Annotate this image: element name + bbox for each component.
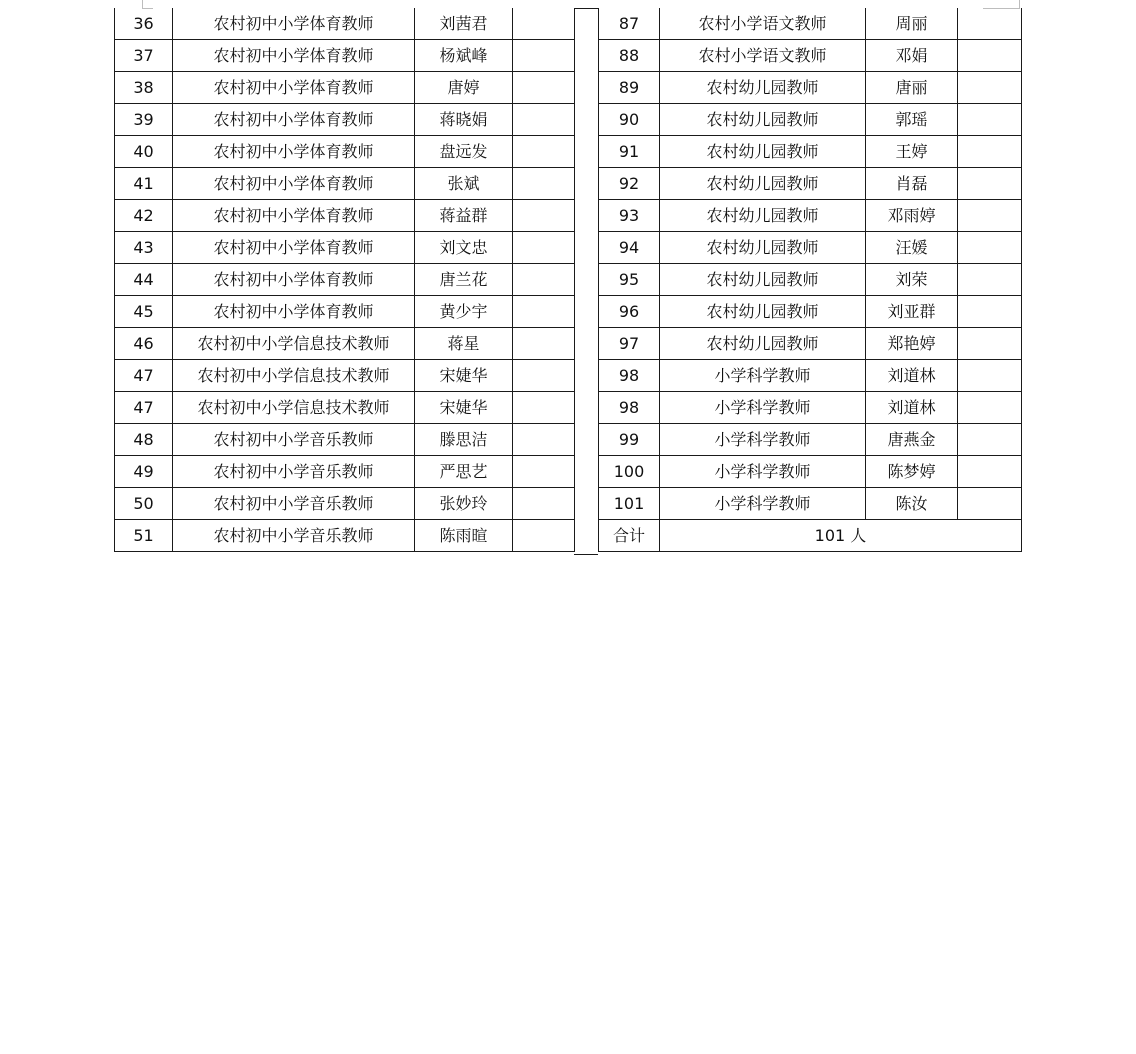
- position-cell: 农村初中小学体育教师: [173, 264, 415, 296]
- name-cell: 邓娟: [866, 40, 958, 72]
- note-cell: [958, 168, 1022, 200]
- name-cell: 陈梦婷: [866, 456, 958, 488]
- position-cell: 农村初中小学体育教师: [173, 296, 415, 328]
- position-cell: 农村初中小学体育教师: [173, 40, 415, 72]
- row-number: 44: [115, 264, 173, 296]
- position-cell: 农村幼儿园教师: [660, 264, 866, 296]
- name-cell: 刘道林: [866, 360, 958, 392]
- table-row: [115, 296, 575, 328]
- note-cell: [513, 360, 575, 392]
- row-number: 93: [599, 200, 660, 232]
- note-cell: [958, 424, 1022, 456]
- note-cell: [958, 328, 1022, 360]
- table-row: [599, 200, 1022, 232]
- note-cell: [958, 8, 1022, 40]
- name-cell: 杨斌峰: [415, 40, 513, 72]
- note-cell: [513, 232, 575, 264]
- row-number: 98: [599, 360, 660, 392]
- table-row: [115, 40, 575, 72]
- row-number: 90: [599, 104, 660, 136]
- row-number: 38: [115, 72, 173, 104]
- row-number: 96: [599, 296, 660, 328]
- note-cell: [513, 168, 575, 200]
- row-number: 50: [115, 488, 173, 520]
- position-cell: 农村初中小学音乐教师: [173, 456, 415, 488]
- name-cell: 滕思洁: [415, 424, 513, 456]
- note-cell: [958, 136, 1022, 168]
- name-cell: 唐婷: [415, 72, 513, 104]
- row-number: 95: [599, 264, 660, 296]
- name-cell: 刘文忠: [415, 232, 513, 264]
- note-cell: [513, 72, 575, 104]
- position-cell: 农村幼儿园教师: [660, 72, 866, 104]
- name-cell: 唐丽: [866, 72, 958, 104]
- position-cell: 农村初中小学体育教师: [173, 104, 415, 136]
- table-row: [115, 264, 575, 296]
- note-cell: [958, 392, 1022, 424]
- table-row: [599, 232, 1022, 264]
- table-row: [599, 488, 1022, 520]
- note-cell: [513, 456, 575, 488]
- position-cell: 农村初中小学体育教师: [173, 8, 415, 40]
- note-cell: [513, 104, 575, 136]
- row-number: 45: [115, 296, 173, 328]
- total-row: [599, 520, 1022, 552]
- note-cell: [958, 200, 1022, 232]
- table-row: [599, 424, 1022, 456]
- row-number: 51: [115, 520, 173, 552]
- name-cell: 刘亚群: [866, 296, 958, 328]
- row-number: 88: [599, 40, 660, 72]
- position-cell: 农村小学语文教师: [660, 40, 866, 72]
- name-cell: 郑艳婷: [866, 328, 958, 360]
- table-row: [599, 8, 1022, 40]
- name-cell: 王婷: [866, 136, 958, 168]
- table-row: [115, 424, 575, 456]
- table-row: [115, 168, 575, 200]
- note-cell: [958, 456, 1022, 488]
- position-cell: 小学科学教师: [660, 360, 866, 392]
- note-cell: [513, 296, 575, 328]
- table-row: [115, 232, 575, 264]
- table-row: [115, 72, 575, 104]
- position-cell: 农村初中小学信息技术教师: [173, 360, 415, 392]
- row-number: 101: [599, 488, 660, 520]
- row-number: 37: [115, 40, 173, 72]
- total-label: 合计: [599, 520, 660, 552]
- note-cell: [513, 200, 575, 232]
- note-cell: [958, 40, 1022, 72]
- table-row: [599, 40, 1022, 72]
- note-cell: [513, 136, 575, 168]
- note-cell: [958, 232, 1022, 264]
- name-cell: 张斌: [415, 168, 513, 200]
- position-cell: 农村幼儿园教师: [660, 296, 866, 328]
- row-number: 47: [115, 392, 173, 424]
- row-number: 91: [599, 136, 660, 168]
- name-cell: 汪媛: [866, 232, 958, 264]
- position-cell: 农村初中小学体育教师: [173, 168, 415, 200]
- name-cell: 邓雨婷: [866, 200, 958, 232]
- name-cell: 蒋晓娟: [415, 104, 513, 136]
- note-cell: [513, 392, 575, 424]
- table-row: [599, 392, 1022, 424]
- note-cell: [958, 488, 1022, 520]
- position-cell: 农村幼儿园教师: [660, 328, 866, 360]
- note-cell: [513, 488, 575, 520]
- row-number: 41: [115, 168, 173, 200]
- name-cell: 严思艺: [415, 456, 513, 488]
- row-number: 47: [115, 360, 173, 392]
- name-cell: 蒋益群: [415, 200, 513, 232]
- row-number: 48: [115, 424, 173, 456]
- name-cell: 宋婕华: [415, 360, 513, 392]
- table-row: [599, 328, 1022, 360]
- row-number: 94: [599, 232, 660, 264]
- note-cell: [513, 264, 575, 296]
- note-cell: [958, 360, 1022, 392]
- position-cell: 农村初中小学体育教师: [173, 200, 415, 232]
- position-cell: 小学科学教师: [660, 456, 866, 488]
- name-cell: 刘茜君: [415, 8, 513, 40]
- position-cell: 小学科学教师: [660, 392, 866, 424]
- name-cell: 刘荣: [866, 264, 958, 296]
- position-cell: 农村初中小学音乐教师: [173, 520, 415, 552]
- total-value: 101 人: [660, 520, 1022, 552]
- table-row: [115, 104, 575, 136]
- position-cell: 农村幼儿园教师: [660, 168, 866, 200]
- roster-table-right: [598, 8, 1022, 552]
- row-number: 36: [115, 8, 173, 40]
- name-cell: 周丽: [866, 8, 958, 40]
- position-cell: 农村初中小学音乐教师: [173, 488, 415, 520]
- table-row: [115, 392, 575, 424]
- table-row: [599, 136, 1022, 168]
- row-number: 92: [599, 168, 660, 200]
- table-row: [115, 488, 575, 520]
- name-cell: 陈雨暄: [415, 520, 513, 552]
- roster-table-right-body: [599, 8, 1022, 552]
- note-cell: [958, 296, 1022, 328]
- name-cell: 肖磊: [866, 168, 958, 200]
- name-cell: 唐兰花: [415, 264, 513, 296]
- row-number: 100: [599, 456, 660, 488]
- row-number: 39: [115, 104, 173, 136]
- name-cell: 黄少宇: [415, 296, 513, 328]
- table-row: [115, 456, 575, 488]
- table-row: [115, 360, 575, 392]
- name-cell: 刘道林: [866, 392, 958, 424]
- name-cell: 张妙玲: [415, 488, 513, 520]
- position-cell: 农村初中小学体育教师: [173, 232, 415, 264]
- note-cell: [958, 72, 1022, 104]
- note-cell: [513, 328, 575, 360]
- row-number: 99: [599, 424, 660, 456]
- table-row: [115, 8, 575, 40]
- table-row: [599, 360, 1022, 392]
- row-number: 98: [599, 392, 660, 424]
- position-cell: 农村初中小学体育教师: [173, 136, 415, 168]
- roster-table-left-body: [115, 8, 575, 552]
- table-row: [599, 456, 1022, 488]
- row-number: 46: [115, 328, 173, 360]
- note-cell: [513, 424, 575, 456]
- table-row: [599, 296, 1022, 328]
- row-number: 42: [115, 200, 173, 232]
- position-cell: 农村初中小学信息技术教师: [173, 328, 415, 360]
- table-row: [115, 136, 575, 168]
- position-cell: 农村幼儿园教师: [660, 136, 866, 168]
- table-row: [599, 168, 1022, 200]
- position-cell: 农村小学语文教师: [660, 8, 866, 40]
- table-row: [599, 264, 1022, 296]
- note-cell: [513, 520, 575, 552]
- position-cell: 农村初中小学信息技术教师: [173, 392, 415, 424]
- name-cell: 盘远发: [415, 136, 513, 168]
- position-cell: 农村幼儿园教师: [660, 232, 866, 264]
- name-cell: 蒋星: [415, 328, 513, 360]
- table-row: [115, 328, 575, 360]
- table-row: [599, 104, 1022, 136]
- name-cell: 陈汝: [866, 488, 958, 520]
- table-row: [599, 72, 1022, 104]
- note-cell: [958, 104, 1022, 136]
- table-row: [115, 200, 575, 232]
- position-cell: 小学科学教师: [660, 424, 866, 456]
- name-cell: 宋婕华: [415, 392, 513, 424]
- position-cell: 农村初中小学体育教师: [173, 72, 415, 104]
- note-cell: [513, 8, 575, 40]
- position-cell: 农村幼儿园教师: [660, 200, 866, 232]
- note-cell: [513, 40, 575, 72]
- position-cell: 农村幼儿园教师: [660, 104, 866, 136]
- row-number: 43: [115, 232, 173, 264]
- position-cell: 小学科学教师: [660, 488, 866, 520]
- name-cell: 唐燕金: [866, 424, 958, 456]
- roster-table-left: [114, 8, 575, 552]
- row-number: 40: [115, 136, 173, 168]
- row-number: 97: [599, 328, 660, 360]
- table-row: [115, 520, 575, 552]
- table-gutter: [574, 8, 598, 555]
- name-cell: 郭瑶: [866, 104, 958, 136]
- position-cell: 农村初中小学音乐教师: [173, 424, 415, 456]
- note-cell: [958, 264, 1022, 296]
- row-number: 89: [599, 72, 660, 104]
- row-number: 87: [599, 8, 660, 40]
- row-number: 49: [115, 456, 173, 488]
